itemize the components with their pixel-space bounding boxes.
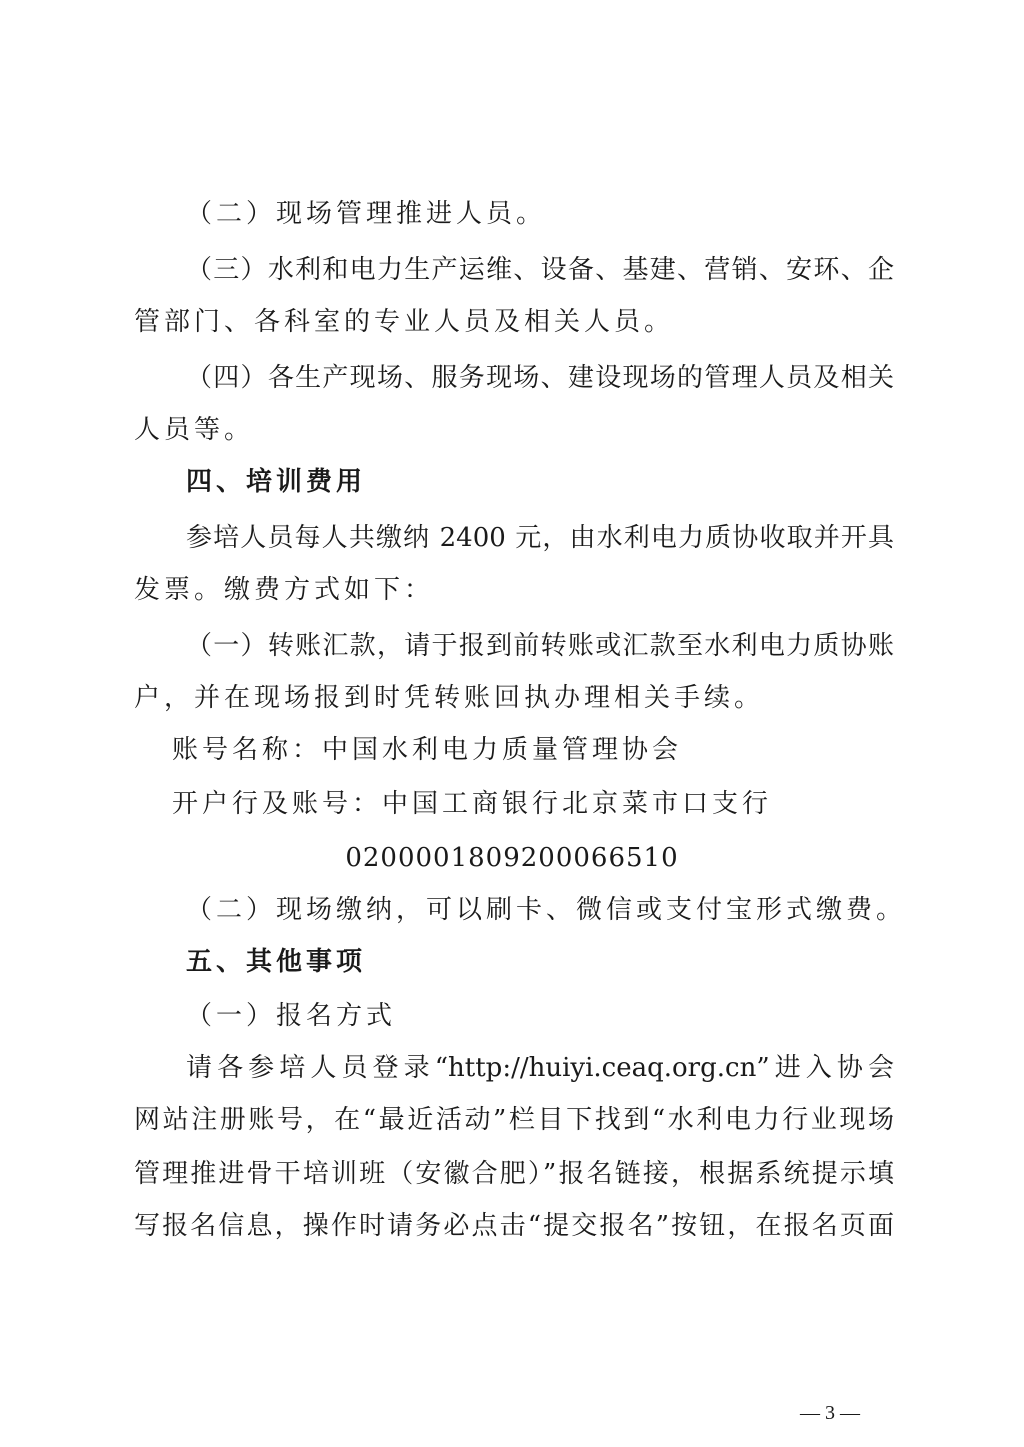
section-heading: 五、其他事项 xyxy=(186,947,367,977)
paragraph-line: 写报名信息，操作时请务必点击“提交报名”按钮，在报名页面 xyxy=(134,1211,894,1241)
paragraph-line: 管理推进骨干培训班（安徽合肥）”报名链接，根据系统提示填 xyxy=(134,1159,894,1189)
paragraph-line: （二）现场缴纳，可以刷卡、微信或支付宝形式缴费。 xyxy=(186,895,907,925)
paragraph-line: 请各参培人员登录“http://huiyi.ceaq.org.cn”进入协会 xyxy=(186,1053,894,1083)
paragraph-line: 户，并在现场报到时凭转账回执办理相关手续。 xyxy=(134,683,765,713)
account-number: 0200001809200066510 xyxy=(345,843,679,873)
bank-account-line: 开户行及账号：中国工商银行北京菜市口支行 xyxy=(172,789,773,819)
paragraph-line: （四）各生产现场、服务现场、建设现场的管理人员及相关 xyxy=(186,363,894,393)
paragraph-line: 管部门、各科室的专业人员及相关人员。 xyxy=(134,307,675,337)
account-name-line: 账号名称：中国水利电力质量管理协会 xyxy=(172,735,683,765)
paragraph-line: 发票。缴费方式如下： xyxy=(134,575,435,605)
paragraph-line: 网站注册账号，在“最近活动”栏目下找到“水利电力行业现场 xyxy=(134,1105,894,1135)
paragraph-line: （三）水利和电力生产运维、设备、基建、营销、安环、企 xyxy=(186,255,894,285)
paragraph-line: 参培人员每人共缴纳 2400 元，由水利电力质协收取并开具 xyxy=(186,523,894,553)
subsection-heading: （一）报名方式 xyxy=(186,1001,397,1031)
paragraph-line: 人员等。 xyxy=(134,415,255,445)
paragraph-line: （一）转账汇款，请于报到前转账或汇款至水利电力质协账 xyxy=(186,631,894,661)
section-heading: 四、培训费用 xyxy=(186,467,367,497)
paragraph-line: （二）现场管理推进人员。 xyxy=(186,199,547,229)
page-number: — 3 — xyxy=(800,1402,860,1424)
